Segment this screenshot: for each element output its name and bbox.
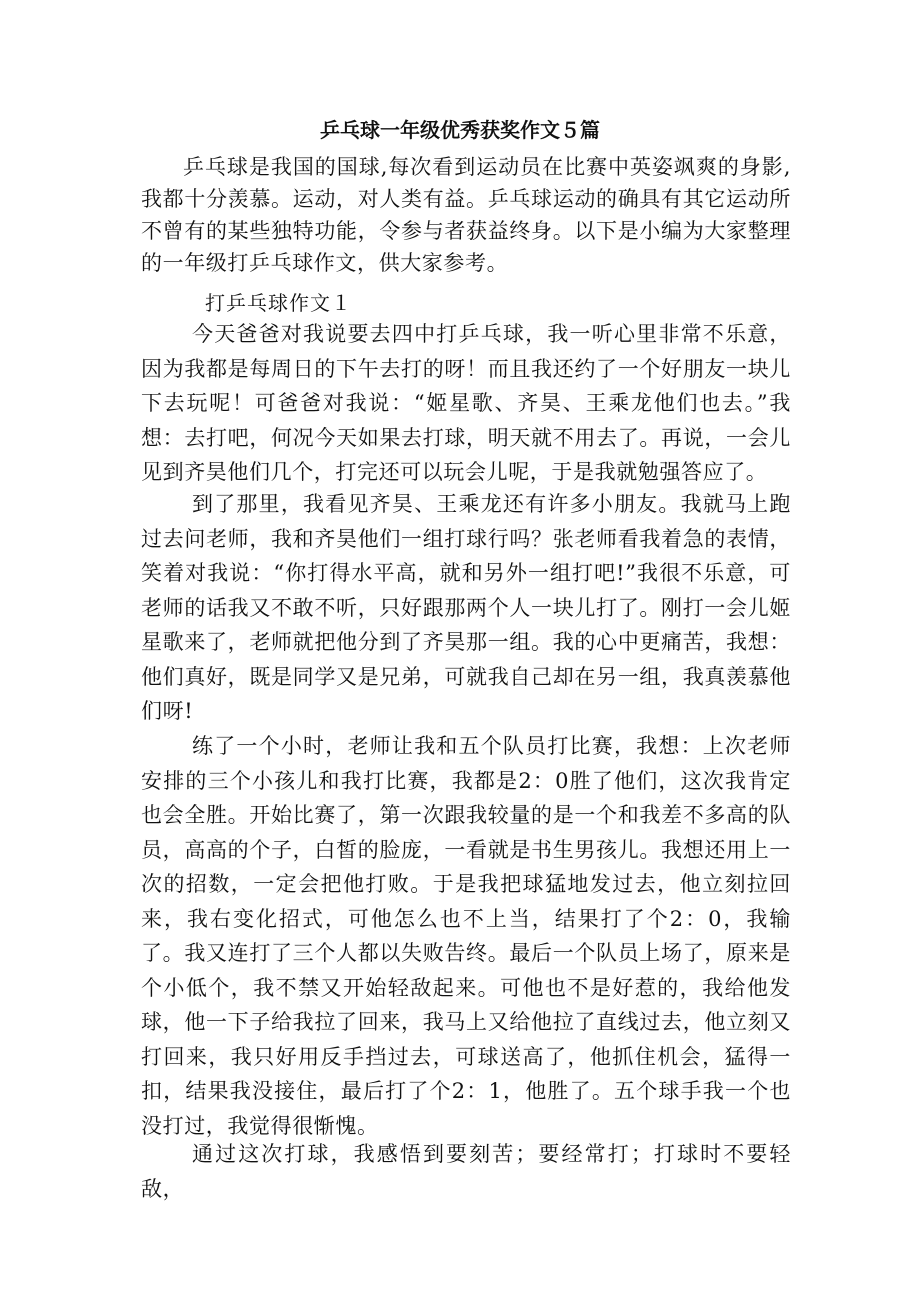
body-paragraph-2: 到了那里，我看见齐昊、王乘龙还有许多小朋友。我就马上跑过去问老师，我和齐昊他们一组打球行吗？张老师看我着急的表情，笑着对我说：“你打得水平高，就和另外一组打吧!”我很不乐意，可老师的话我又不敢不听，只好跟那两个人一块儿打了。刚打一会儿姬星歌来了，老师就把他分到了齐昊那一组。我的心中更痛苦，我想：他们真好，既是同学又是兄弟，可就我自己却在另一组，我真羡慕他们呀!: [141, 492, 791, 723]
document-title: 乒乓球一年级优秀获奖作文５篇: [320, 118, 600, 142]
section-title: 打乒乓球作文１: [205, 291, 352, 315]
body-paragraph-1: 今天爸爸对我说要去四中打乒乓球，我一听心里非常不乐意，因为我都是每周日的下午去打的呀！而且我还约了一个好朋友一块儿下去玩呢！可爸爸对我说：“姬星歌、齐昊、王乘龙他们也去。”我想：去打吧，何况今天如果去打球，明天就不用去了。再说，一会儿见到齐昊他们几个，打完还可以玩会儿呢，于是我就勉强答应了。: [141, 322, 791, 484]
intro-paragraph: 乒乓球是我国的国球,每次看到运动员在比赛中英姿飒爽的身影,我都十分羡慕。运动，对人类有益。乒乓球运动的确具有其它运动所不曾有的某些独特功能，令参与者获益终身。以下是小编为大家整理的一年级打乒乓球作文，供大家参考。: [141, 155, 791, 275]
body-paragraph-4: 通过这次打球，我感悟到要刻苦；要经常打；打球时不要轻敌，: [141, 1142, 791, 1201]
body-paragraph-3: 练了一个小时，老师让我和五个队员打比赛，我想：上次老师安排的三个小孩儿和我打比赛，我都是2：0胜了他们，这次我肯定也会全胜。开始比赛了，第一次跟我较量的是一个和我差不多高的队员，高高的个子，白皙的脸庞，一看就是书生男孩儿。我想还用上一次的招数，一定会把他打败。于是我把球猛地发过去，他立刻拉回来，我右变化招式，可他怎么也不上当，结果打了个2：0，我输了。我又连打了三个人都以失败告终。最后一个队员上场了，原来是个小低个，我不禁又开始轻敌起来。可他也不是好惹的，我给他发球，他一下子给我拉了回来，我马上又给他拉了直线过去，他立刻又打回来，我只好用反手挡过去，可球送高了，他抓住机会，猛得一扣，结果我没接住，最后打了个2：1，他胜了。五个球手我一个也没打过，我觉得很惭愧。: [141, 734, 791, 1138]
